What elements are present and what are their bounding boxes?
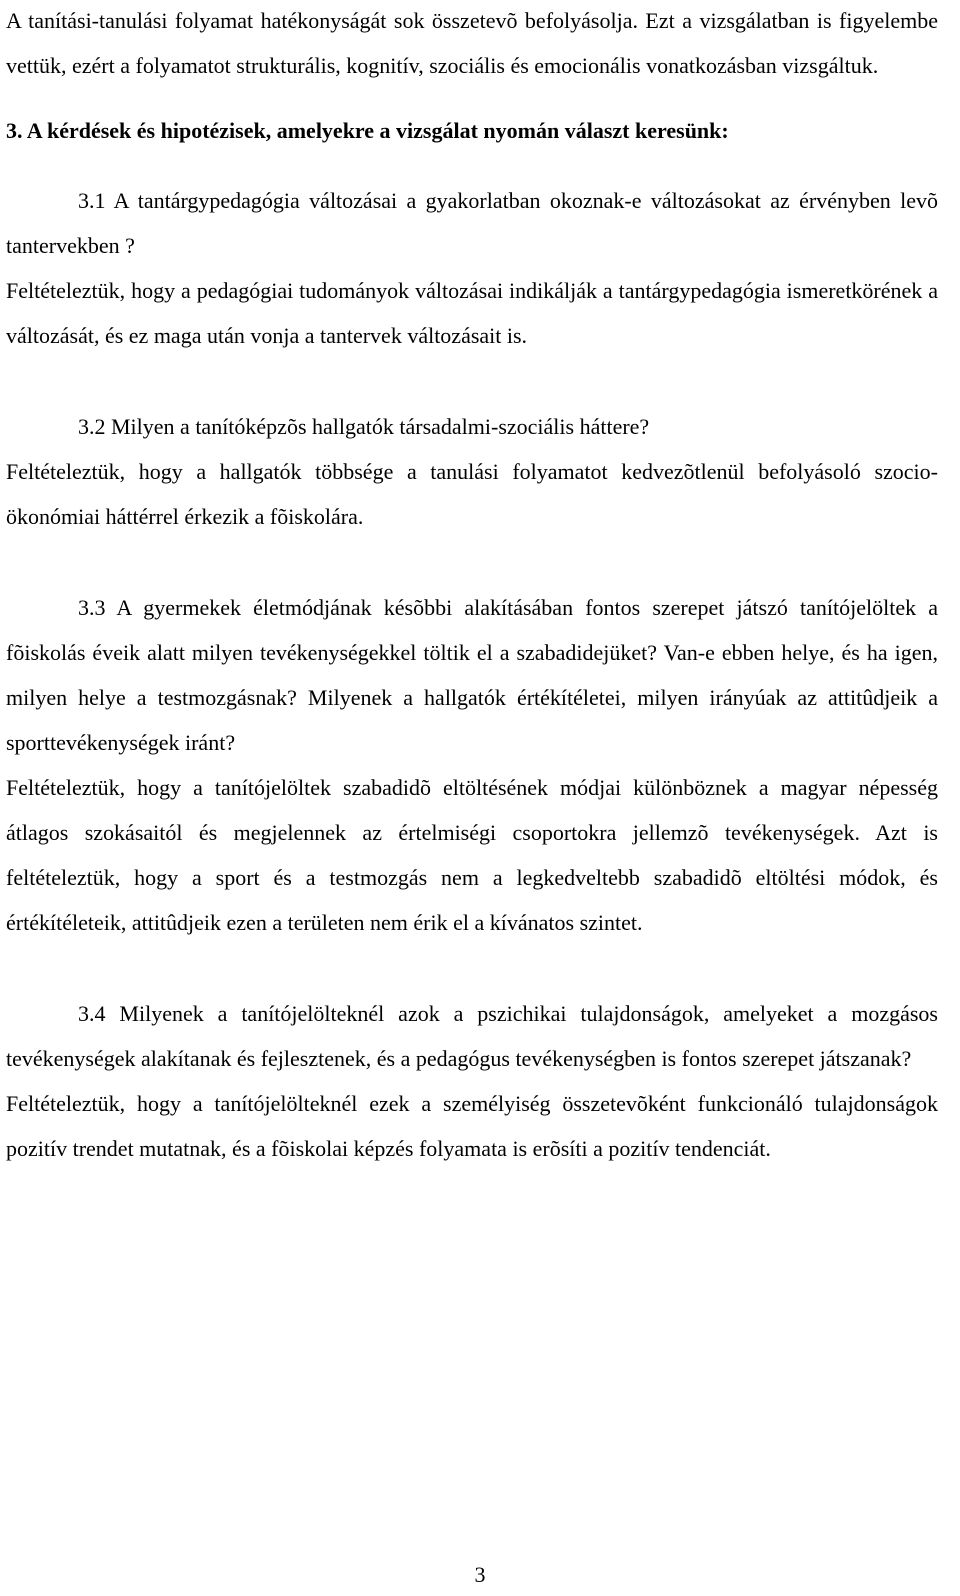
section-heading: 3. A kérdések és hipotézisek, amelyekre a vizsgálat nyomán választ keresünk: bbox=[6, 118, 729, 143]
document-page bbox=[6, 0, 938, 1171]
intro-paragraph: A tanítási-tanulási folyamat hatékonyságát sok összetevõ befolyásolja. Ezt a vizsgálatban is figyelembe vettük, ezért a folyamatot strukturális, kognitív, szociális és emocionális vonatkozásban vizsgáltuk. bbox=[6, 8, 938, 78]
hypothesis-3-4: Feltételeztük, hogy a tanítójelölteknél ezek a személyiség összetevõként funkcionáló tulajdonságok pozitív trendet mutatnak, és a fõiskolai képzés folyamata is erõsíti a pozitív tendenciát. bbox=[6, 1091, 938, 1161]
question-3-1: 3.1 A tantárgypedagógia változásai a gyakorlatban okoznak-e változásokat az érvényben levõ tantervekben ? bbox=[6, 188, 938, 258]
question-3-2: 3.2 Milyen a tanítóképzõs hallgatók társadalmi-szociális háttere? bbox=[78, 414, 650, 439]
hypothesis-3-3: Feltételeztük, hogy a tanítójelöltek szabadidõ eltöltésének módjai különböznek a magyar népesség átlagos szokásaitól és megjelennek az értelmiségi csoportokra jellemzõ tevékenységek. Azt is feltételeztük, hogy a sport és a testmozgás nem a legkedveltebb szabadidõ eltöltési módok, és értékítéleteik, attitûdjeik ezen a területen nem érik el a kívánatos szintet. bbox=[6, 775, 938, 935]
hypothesis-3-2: Feltételeztük, hogy a hallgatók többsége a tanulási folyamatot kedvezõtlenül befolyásoló szocio-ökonómiai háttérrel érkezik a fõiskolára. bbox=[6, 459, 938, 529]
question-3-3: 3.3 A gyermekek életmódjának késõbbi alakításában fontos szerepet játszó tanítójelöltek a fõiskolás éveik alatt milyen tevékenységekkel töltik el a szabadidejüket? Van-e ebben helye, és ha igen, milyen helye a testmozgásnak? Milyenek a hallgatók értékítéletei, milyen irányúak az attitûdjeik a sporttevékenységek iránt? bbox=[6, 595, 938, 755]
question-3-4: 3.4 Milyenek a tanítójelölteknél azok a pszichikai tulajdonságok, amelyeket a mozgásos tevékenységek alakítanak és fejlesztenek, és a pedagógus tevékenységben is fontos szerepet játszanak? bbox=[6, 1001, 938, 1071]
hypothesis-3-1: Feltételeztük, hogy a pedagógiai tudományok változásai indikálják a tantárgypedagógia ismeretkörének a változását, és ez maga után vonja a tantervek változásait is. bbox=[6, 278, 938, 348]
page-number: 3 bbox=[474, 1562, 486, 1587]
